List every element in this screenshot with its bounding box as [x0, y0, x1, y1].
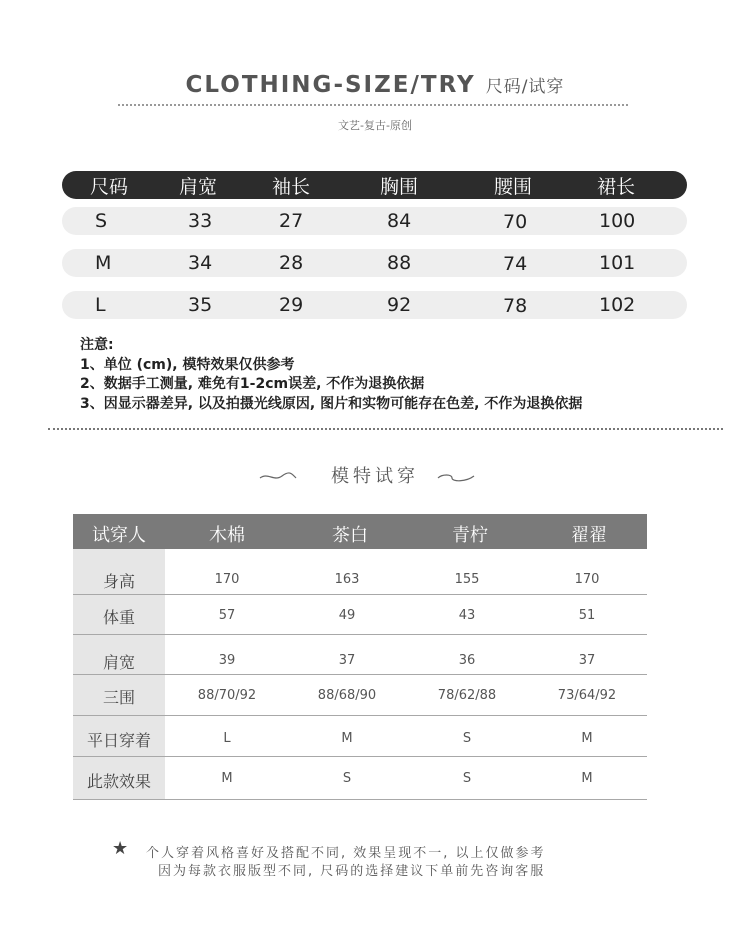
model-cell: 37 [578, 653, 596, 668]
row-divider [73, 756, 647, 757]
model-cell: S [342, 771, 352, 786]
size-cell: 35 [188, 294, 213, 316]
model-cell: M [581, 771, 593, 786]
model-cell: 163 [334, 572, 360, 587]
model-row-label: 体重 [102, 608, 135, 627]
model-cell: 36 [458, 653, 476, 668]
note-item: 2、数据手工测量, 难免有1-2cm误差, 不作为退换依据 [80, 376, 425, 392]
size-cell: 28 [279, 252, 304, 274]
model-cell: 155 [454, 572, 480, 587]
size-cell: 100 [599, 210, 636, 232]
note-item: 3、因显示器差异, 以及拍摄光线原因, 图片和实物可能存在色差, 不作为退换依据 [80, 395, 583, 412]
size-cell: 27 [279, 210, 304, 232]
size-cell: 74 [503, 253, 528, 275]
model-header-cell: 木棉 [209, 525, 245, 546]
size-header-cell: 腰围 [494, 175, 533, 198]
model-section-title: 模特试穿 [331, 466, 419, 487]
model-cell: L [223, 731, 231, 746]
footer-note-line: 因为每款衣服版型不同, 尺码的选择建议下单前先咨询客服 [158, 864, 546, 879]
model-cell: 37 [338, 653, 356, 668]
model-cell: 88/70/92 [197, 688, 257, 703]
model-cell: M [221, 771, 233, 786]
size-table-row [62, 291, 687, 319]
row-divider [73, 634, 647, 635]
footer-note-line: 个人穿着风格喜好及搭配不同, 效果呈现不一, 以上仅做参考 [146, 846, 546, 861]
model-cell: M [581, 731, 593, 746]
size-cell: 33 [188, 210, 213, 232]
model-header-cell: 茶白 [332, 525, 368, 546]
notes-block [80, 336, 582, 414]
model-cell: S [462, 771, 472, 786]
size-cell: S [95, 210, 108, 232]
dotted-divider-top [118, 104, 628, 106]
model-cell: 88/68/90 [317, 688, 377, 703]
size-header-cell: 肩宽 [179, 175, 218, 198]
model-cell: 73/64/92 [557, 688, 617, 703]
size-table-row [62, 249, 687, 277]
size-header-cell: 尺码 [90, 175, 129, 198]
size-header-cell: 袖长 [272, 175, 311, 198]
size-cell: 70 [503, 211, 528, 233]
size-cell: M [95, 252, 112, 274]
model-cell: 170 [574, 572, 600, 587]
model-table-header [73, 514, 647, 549]
model-cell: 57 [218, 608, 236, 623]
model-row-label: 身高 [102, 572, 135, 591]
swirl-right-icon [436, 470, 476, 484]
page-title [0, 72, 750, 98]
size-header-cell: 胸围 [380, 175, 419, 198]
subtitle: 文艺-复古-原创 [338, 119, 412, 132]
size-cell: 84 [387, 210, 412, 232]
size-cell: 102 [599, 294, 636, 316]
note-item: 1、单位 (cm), 模特效果仅供参考 [80, 356, 295, 373]
size-cell: 88 [387, 252, 412, 274]
dotted-divider-middle [48, 428, 723, 430]
title-english: CLOTHING-SIZE/TRY [185, 72, 476, 98]
model-cell: 78/62/88 [437, 688, 497, 703]
size-cell: 92 [387, 294, 412, 316]
model-cell: 49 [338, 608, 356, 623]
model-cell: 39 [218, 653, 236, 668]
model-cell: M [341, 731, 353, 746]
size-header-cell: 裙长 [597, 175, 636, 198]
model-row-label: 三围 [102, 688, 135, 707]
model-header-cell: 试穿人 [92, 525, 146, 546]
row-divider [73, 594, 647, 595]
model-header-cell: 青柠 [452, 525, 488, 546]
model-cell: 51 [578, 608, 596, 623]
model-cell: 170 [214, 572, 240, 587]
row-divider [73, 715, 647, 716]
model-row-label: 肩宽 [102, 653, 135, 672]
title-chinese: 尺码/试穿 [485, 77, 565, 97]
size-cell: 78 [503, 295, 528, 317]
row-divider [73, 799, 647, 800]
model-cell: 43 [458, 608, 476, 623]
model-row-label: 此款效果 [86, 772, 151, 791]
size-table-row [62, 207, 687, 235]
model-cell: S [462, 731, 472, 746]
star-icon: ★ [112, 838, 129, 859]
size-cell: 101 [599, 252, 636, 274]
size-cell: L [95, 294, 106, 316]
size-table-header [62, 171, 687, 199]
notes-title: 注意: [80, 337, 114, 353]
model-row-label: 平日穿着 [86, 731, 151, 750]
size-cell: 34 [188, 252, 213, 274]
row-divider [73, 674, 647, 675]
model-header-cell: 翟翟 [571, 525, 607, 546]
size-cell: 29 [279, 294, 304, 316]
